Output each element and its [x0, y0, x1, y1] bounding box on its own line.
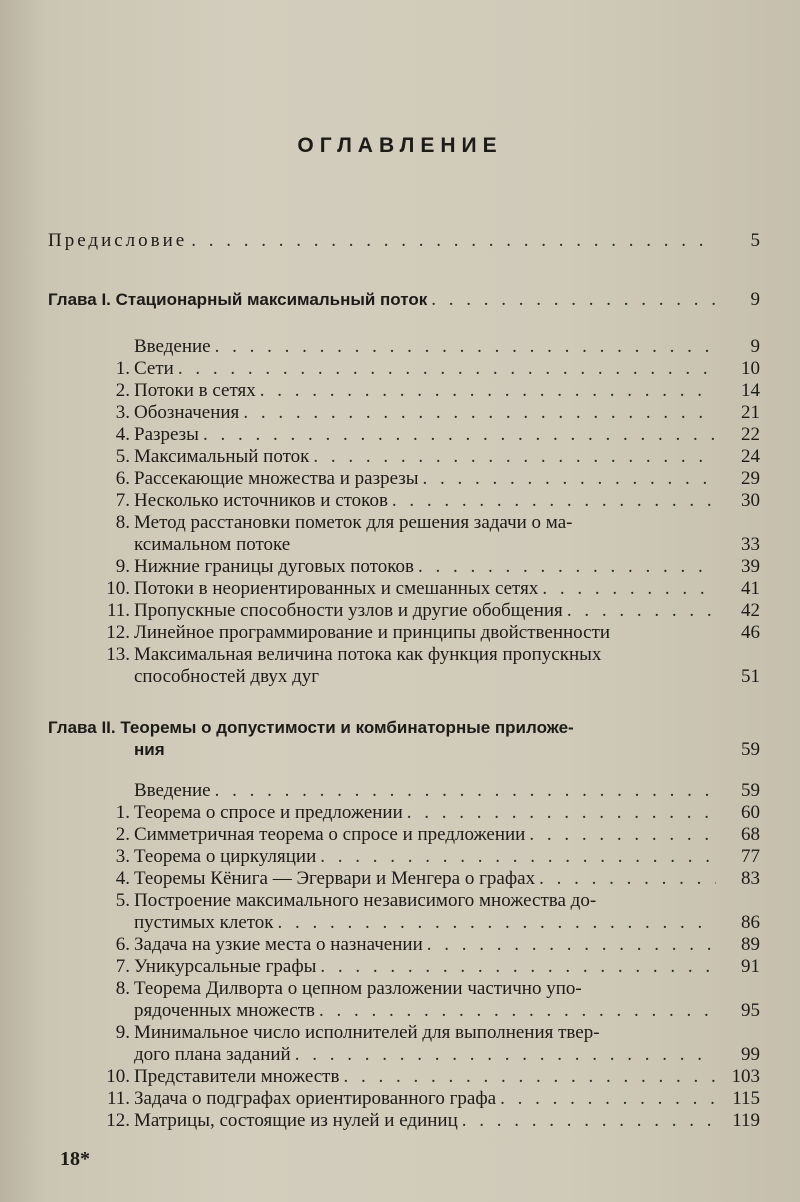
entry-text: Теорема Дилворта о цепном разложении частично упо-	[134, 978, 582, 999]
entry-page: 24	[741, 446, 760, 467]
entry-text: рядоченных множеств	[134, 1000, 315, 1021]
toc-entry	[100, 358, 760, 380]
dot-leader	[423, 468, 716, 490]
entry-number: 12.	[106, 1110, 130, 1131]
entry-number: 1.	[115, 358, 130, 379]
toc-entry	[100, 402, 760, 424]
entry-page: 89	[741, 934, 760, 955]
entry-text: Максимальный поток	[134, 446, 310, 467]
entry-page: 95	[741, 1000, 760, 1021]
dot-leader	[427, 934, 716, 956]
entry-page: 60	[741, 802, 760, 823]
dot-leader	[529, 824, 716, 846]
toc-entry	[100, 446, 760, 468]
entry-text: Теорема о циркуляции	[134, 846, 317, 867]
entry-text: Потоки в сетях	[134, 380, 256, 401]
entry-text: Потоки в неориентированных и смешанных сетях	[134, 578, 539, 599]
entry-page: 30	[741, 490, 760, 511]
entry-text: Матрицы, состоящие из нулей и единиц	[134, 1110, 458, 1131]
entry-text: Уникурсальные графы	[134, 956, 317, 977]
entry-number: 2.	[115, 824, 130, 845]
entry-number: 13.	[106, 644, 130, 665]
entry-page: 9	[750, 289, 760, 310]
entry-number: 10.	[106, 578, 130, 599]
chapter-2-heading-continuation	[134, 739, 760, 761]
entry-text: Теорема о спросе и предложении	[134, 802, 403, 823]
entry-page: 10	[741, 358, 760, 379]
dot-leader	[203, 424, 716, 446]
entry-page: 59	[741, 780, 760, 801]
entry-number: 8.	[115, 512, 130, 533]
dot-leader	[243, 402, 716, 424]
dot-leader	[567, 600, 716, 622]
toc-entry	[100, 380, 760, 402]
entry-number: 10.	[106, 1066, 130, 1087]
entry-page: 9	[750, 336, 760, 357]
entry-page: 21	[741, 402, 760, 423]
entry-text: Задача на узкие места о назначении	[134, 934, 423, 955]
toc-entry	[100, 1110, 760, 1132]
entry-number: 4.	[115, 868, 130, 889]
entry-page: 59	[741, 739, 760, 760]
toc-entry	[100, 578, 760, 600]
entry-text: пустимых клеток	[134, 912, 274, 933]
entry-number: 8.	[115, 978, 130, 999]
entry-text: Минимальное число исполнителей для выполнения твер-	[134, 1022, 600, 1043]
entry-text: Сети	[134, 358, 174, 379]
entry-number: 9.	[115, 556, 130, 577]
entry-text: Теоремы Кёнига — Эгервари и Менгера о графах	[134, 868, 536, 889]
toc-entry	[100, 890, 760, 912]
dot-leader	[319, 1000, 716, 1022]
entry-page: 115	[732, 1088, 760, 1109]
dot-leader	[278, 912, 716, 934]
toc-entry-continuation	[134, 1044, 760, 1066]
entry-text: Нижние границы дуговых потоков	[134, 556, 414, 577]
entry-text: Введение	[134, 780, 211, 801]
toc-entry-continuation	[134, 534, 760, 556]
entry-text: дого плана заданий	[134, 1044, 291, 1065]
entry-page: 22	[741, 424, 760, 445]
toc-entry-continuation	[134, 912, 760, 934]
page-title: ОГЛАВЛЕНИЕ	[297, 134, 503, 157]
entry-text: Несколько источников и стоков	[134, 490, 388, 511]
dot-leader	[418, 556, 716, 578]
entry-page: 68	[741, 824, 760, 845]
toc-entry-preface	[48, 230, 760, 252]
entry-text: Рассекающие множества и разрезы	[134, 468, 419, 489]
dot-leader	[295, 1044, 716, 1066]
toc-entry	[100, 424, 760, 446]
toc-entry	[100, 802, 760, 824]
entry-number: 4.	[115, 424, 130, 445]
dot-leader	[392, 490, 716, 512]
entry-number: 1.	[115, 802, 130, 823]
toc-entry	[100, 1066, 760, 1088]
dot-leader	[431, 289, 716, 311]
dot-leader	[313, 446, 716, 468]
entry-text: Задача о подграфах ориентированного графа	[134, 1088, 497, 1109]
toc-entry	[100, 780, 760, 802]
entry-text: Построение максимального независимого множества до-	[134, 890, 597, 911]
entry-text: Предисловие	[48, 230, 188, 251]
chapter-title: Глава I. Стационарный максимальный поток	[48, 290, 428, 309]
dot-leader	[343, 1066, 716, 1088]
dot-leader	[320, 956, 716, 978]
entry-page: 86	[741, 912, 760, 933]
toc-entry	[100, 846, 760, 868]
entry-text: Метод расстановки пометок для решения задачи о ма-	[134, 512, 573, 533]
dot-leader	[320, 846, 716, 868]
entry-page: 46	[741, 622, 760, 643]
entry-text: Разрезы	[134, 424, 199, 445]
dot-leader	[215, 780, 716, 802]
entry-text: Максимальная величина потока как функция пропускных	[134, 644, 602, 665]
dot-leader	[542, 578, 716, 600]
dot-leader	[462, 1110, 716, 1132]
entry-page: 41	[741, 578, 760, 599]
toc-entry	[100, 512, 760, 534]
entry-number: 5.	[115, 446, 130, 467]
entry-number: 6.	[115, 468, 130, 489]
dot-leader	[215, 336, 716, 358]
chapter-2-heading	[48, 717, 760, 739]
entry-page: 33	[741, 534, 760, 555]
entry-page: 91	[741, 956, 760, 977]
toc-entry	[100, 600, 760, 622]
entry-page: 99	[741, 1044, 760, 1065]
entry-page: 42	[741, 600, 760, 621]
dot-leader	[178, 358, 716, 380]
dot-leader	[260, 380, 716, 402]
entry-number: 9.	[115, 1022, 130, 1043]
entry-page: 14	[741, 380, 760, 401]
entry-text: Пропускные способности узлов и другие обобщения	[134, 600, 563, 621]
entry-text: Введение	[134, 336, 211, 357]
entry-number: 7.	[115, 490, 130, 511]
entry-text: Линейное программирование и принципы двойственности	[134, 622, 611, 643]
entry-number: 11.	[106, 1088, 130, 1109]
toc-entry-continuation	[134, 666, 760, 688]
entry-page: 103	[731, 1066, 760, 1087]
entry-number: 11.	[106, 600, 130, 621]
entry-number: 5.	[115, 890, 130, 911]
chapter-title: ния	[134, 740, 165, 759]
entry-page: 5	[750, 230, 760, 251]
toc-entry	[100, 978, 760, 1000]
toc-entry	[100, 956, 760, 978]
entry-text: ксимальном потоке	[134, 534, 291, 555]
entry-number: 6.	[115, 934, 130, 955]
toc-entry	[100, 622, 760, 644]
toc-entry	[100, 336, 760, 358]
toc-entry	[100, 1022, 760, 1044]
entry-number: 3.	[115, 402, 130, 423]
entry-page: 51	[741, 666, 760, 687]
entry-page: 77	[741, 846, 760, 867]
entry-number: 7.	[115, 956, 130, 977]
entry-text: способностей двух дуг	[134, 666, 320, 687]
toc-entry	[100, 1088, 760, 1110]
dot-leader	[539, 868, 716, 890]
entry-number: 3.	[115, 846, 130, 867]
toc-entry	[100, 490, 760, 512]
toc-entry	[100, 644, 760, 666]
toc-entry	[100, 556, 760, 578]
toc-entry	[100, 868, 760, 890]
toc-entry	[100, 824, 760, 846]
chapter-title: Глава II. Теоремы о допустимости и комбинаторные приложе-	[48, 718, 574, 737]
signature-mark: 18*	[60, 1148, 90, 1170]
dot-leader	[191, 230, 716, 252]
entry-text: Симметричная теорема о спросе и предложении	[134, 824, 526, 845]
toc-entry	[100, 468, 760, 490]
entry-number: 12.	[106, 622, 130, 643]
entry-page: 119	[732, 1110, 760, 1131]
dot-leader	[407, 802, 716, 824]
entry-page: 29	[741, 468, 760, 489]
chapter-1-heading	[48, 289, 760, 311]
dot-leader	[500, 1088, 716, 1110]
entry-number: 2.	[115, 380, 130, 401]
entry-text: Обозначения	[134, 402, 240, 423]
entry-page: 39	[741, 556, 760, 577]
toc-entry	[100, 934, 760, 956]
entry-text: Представители множеств	[134, 1066, 340, 1087]
entry-page: 83	[741, 868, 760, 889]
toc-entry-continuation	[134, 1000, 760, 1022]
